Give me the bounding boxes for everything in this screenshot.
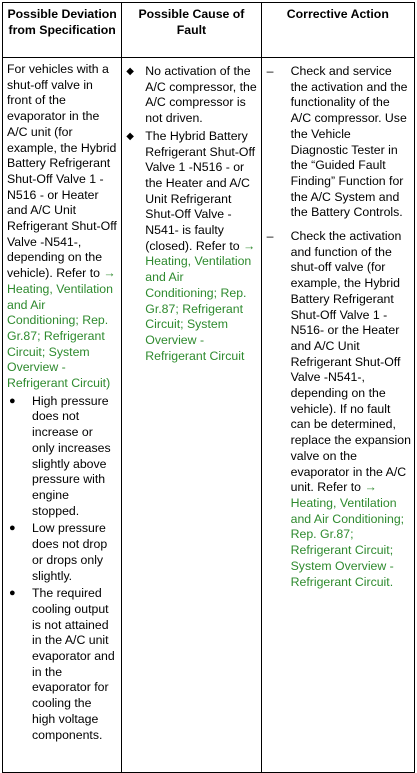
dash-bullet-icon: – <box>266 229 274 244</box>
header-cause: Possible Cause of Fault <box>122 3 261 58</box>
action-item-text: Check and service the activation and the functionality of the A/C compressor. Use the Vehicle Diagnostic Tester in the “Guided Fault Finding” Function for the A/C System and the Battery Controls. <box>290 64 408 220</box>
cause-item-text: The Hybrid Battery Refrigerant Shut-Off Valve 1 -N516 - or the Heater and A/C Unit Refrigerant Shut-Off Valve -N541- is faulty (closed). Refer to <box>145 128 256 253</box>
cause-refrigerant-circuit-link[interactable]: → Heating, Ventilation and Air Conditioning; Rep. Gr.87; Refrigerant Circuit; System Overview - Refrigerant Circuit <box>145 238 256 363</box>
body-row <box>3 58 415 773</box>
deviation-refrigerant-circuit-link[interactable]: → Heating, Ventilation and Air Conditioning; Rep. Gr.87; Refrigerant Circuit; System Overview - Refrigerant Circuit) <box>7 266 116 391</box>
cause-item <box>126 129 257 365</box>
header-action: Corrective Action <box>261 3 414 58</box>
bullet-dot-icon: ● <box>9 587 16 600</box>
header-deviation: Possible Deviation from Specification <box>3 3 122 58</box>
action-cell <box>261 58 414 773</box>
deviation-cell <box>3 58 122 773</box>
header-row <box>3 3 415 58</box>
deviation-intro-text: For vehicles with a shut-off valve in front of the evaporator in the A/C unit (for example, the Hybrid Battery Refrigerant Shut-Off Valve 1 -N516 - or Heater and A/C Unit Refrigerant Shut-Off Valve -N541-, depending on the vehicle). Refer to <box>7 62 117 281</box>
deviation-bullet-text: The required cooling output is not attained in the A/C unit evaporator and in the evaporator for cooling the high voltage components. <box>32 586 115 742</box>
deviation-bullet <box>7 394 118 520</box>
action-link-period: . <box>389 574 394 589</box>
bullet-dot-icon: ● <box>9 394 16 407</box>
deviation-bullet-text: High pressure does not increase or only increases slightly above pressure with engine stopped. <box>32 393 111 518</box>
diamond-bullet-icon: ◆ <box>126 66 134 77</box>
deviation-bullet <box>7 586 118 743</box>
diamond-bullet-icon: ◆ <box>126 130 134 142</box>
cause-cell <box>122 58 261 773</box>
action-refrigerant-circuit-link[interactable]: → Heating, Ventilation and Air Conditioning; Rep. Gr.87; Refrigerant Circuit; System Overview - Refrigerant Circuit <box>290 480 405 589</box>
bullet-dot-icon: ● <box>9 522 16 535</box>
action-item <box>266 64 411 221</box>
dash-bullet-icon: – <box>266 64 274 78</box>
deviation-bullet-text: Low pressure does not drop or drops only slightly. <box>32 521 108 583</box>
action-item-text: Check the activation and function of the shut-off valve (for example, the Hybrid Battery Refrigerant Shut-Off Valve 1 -N516- or the Heater and A/C Unit Refrigerant Shut-Off Valve -N541-, depending on the vehicle). If no fault can be determined, replace the expansion valve on the evaporator in the A/C unit. Refer to <box>290 229 411 495</box>
cause-item <box>126 64 257 127</box>
fault-table <box>2 2 415 773</box>
action-item <box>266 229 411 590</box>
deviation-intro <box>7 62 118 392</box>
action-item-text-wrap <box>291 229 411 590</box>
cause-item-text: No activation of the A/C compressor, the A/C compressor is not driven. <box>145 64 257 126</box>
cause-item-text-wrap <box>145 129 257 365</box>
deviation-bullet <box>7 521 118 584</box>
